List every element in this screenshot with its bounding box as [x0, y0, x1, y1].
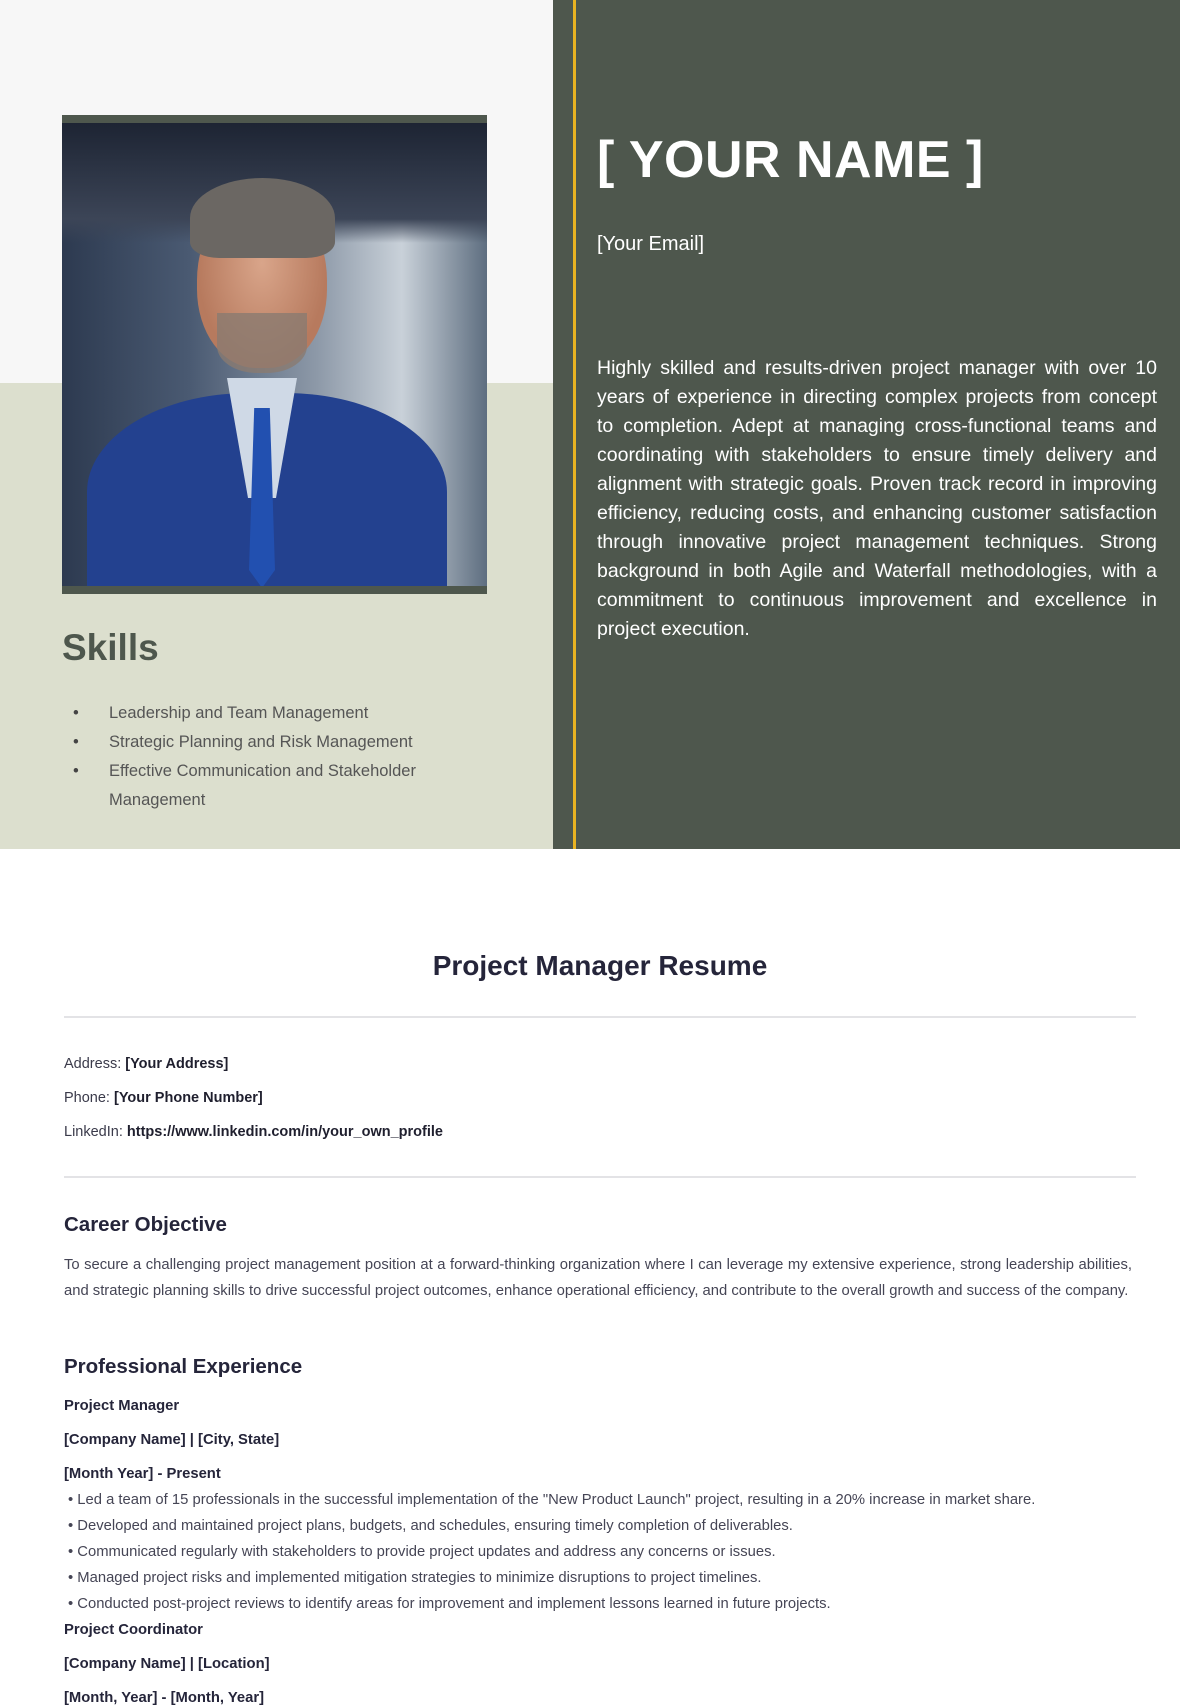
- linkedin-link[interactable]: https://www.linkedin.com/in/your_own_profile: [126, 1124, 443, 1140]
- skill-item: • Strategic Planning and Risk Management: [76, 728, 476, 757]
- skills-list: [76, 699, 476, 815]
- document-title: Project Manager Resume: [432, 950, 768, 981]
- job-title: Project Coordinator: [64, 1622, 203, 1638]
- accent-line: [573, 0, 576, 849]
- job-company: [Company Name] | [Location]: [64, 1656, 270, 1672]
- divider: [64, 1016, 1136, 1018]
- job-bullet: • Developed and maintained project plans, budgets, and schedules, ensuring timely completion of deliverables.: [68, 1518, 793, 1534]
- summary: Highly skilled and results-driven project manager with over 10 years of experience in directing complex projects from concept to completion. Adept at managing cross-functional teams and coordinating with stakeholders to ensure timely delivery and alignment with strategic goals. Proven track record in improving efficiency, reducing costs, and enhancing customer satisfaction through innovative project management techniques. Strong background in both Agile and Waterfall methodologies, with a commitment to continuous improvement and excellence in project execution.: [597, 357, 1157, 640]
- job-dates: [Month Year] - Present: [64, 1466, 221, 1482]
- job-dates: [Month, Year] - [Month, Year]: [64, 1690, 265, 1706]
- job-bullet: • Led a team of 15 professionals in the successful implementation of the "New Product Launch" project, resulting in a 20% increase in market share.: [68, 1492, 1036, 1508]
- skill-item: • Effective Communication and Stakeholder Management: [76, 757, 476, 815]
- job-company: [Company Name] | [City, State]: [64, 1432, 280, 1448]
- email: [Your Email]: [597, 233, 705, 255]
- divider: [64, 1176, 1136, 1178]
- contact-address: Address: [Your Address]: [64, 1056, 229, 1072]
- skills-heading: Skills: [62, 627, 159, 668]
- objective-heading: Career Objective: [64, 1213, 227, 1236]
- objective-text: To secure a challenging project management position at a forward-thinking organization where I can leverage my extensive experience, strong leadership abilities, and strategic planning skills to drive successful project outcomes, enhance operational efficiency, and contribute to the overall growth and success of the company.: [64, 1257, 1132, 1299]
- job-bullet: • Managed project risks and implemented mitigation strategies to minimize disruptions to project timelines.: [68, 1570, 762, 1586]
- name-heading: [ YOUR NAME ]: [597, 131, 984, 189]
- profile-photo: [62, 115, 487, 594]
- contact-phone: Phone: [Your Phone Number]: [64, 1090, 263, 1106]
- job-title: Project Manager: [64, 1398, 180, 1414]
- panel-notch: [1180, 736, 1200, 849]
- contact-linkedin: LinkedIn: https://www.linkedin.com/in/your_own_profile: [64, 1124, 443, 1140]
- job-bullet: • Conducted post-project reviews to identify areas for improvement and implement lessons learned in future projects.: [68, 1596, 831, 1612]
- experience-heading: Professional Experience: [64, 1355, 303, 1378]
- skill-item: • Leadership and Team Management: [76, 699, 476, 728]
- job-bullet: • Communicated regularly with stakeholders to provide project updates and address any concerns or issues.: [68, 1544, 776, 1560]
